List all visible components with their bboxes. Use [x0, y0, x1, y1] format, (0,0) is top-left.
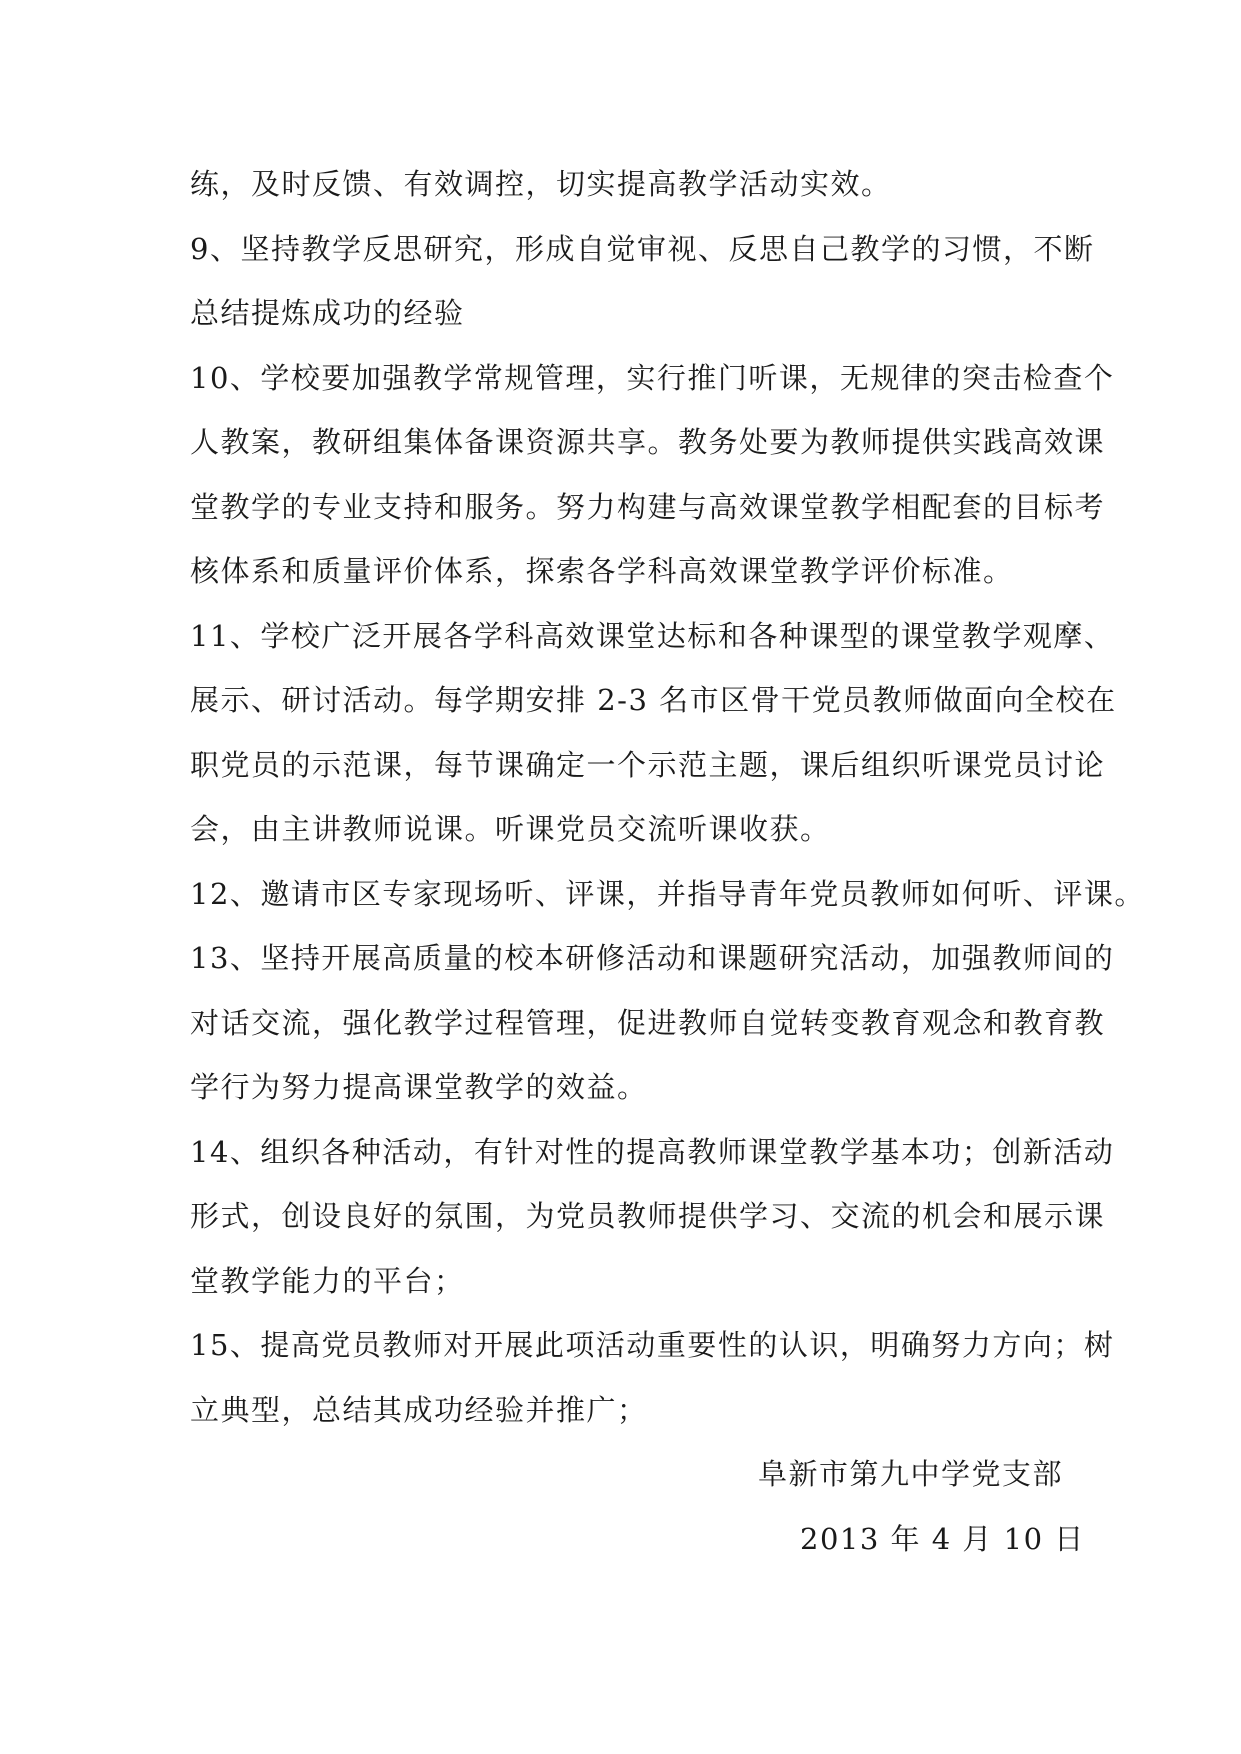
text-line: 人教案，教研组集体备课资源共享。教务处要为教师提供实践高效课 [190, 425, 1106, 459]
text-line: 职党员的示范课，每节课确定一个示范主题，课后组织听课党员讨论 [190, 748, 1106, 782]
text-line: 11、学校广泛开展各学科高效课堂达标和各种课型的课堂教学观摩、 [190, 619, 1115, 653]
text-line: 堂教学的专业支持和服务。努力构建与高效课堂教学相配套的目标考 [190, 490, 1106, 524]
text-line: 9、坚持教学反思研究，形成自觉审视、反思自己教学的习惯，不断 [190, 232, 1095, 266]
text-line: 会，由主讲教师说课。听课党员交流听课收获。 [190, 812, 831, 846]
text-line: 14、组织各种活动，有针对性的提高教师课堂教学基本功；创新活动 [190, 1135, 1115, 1169]
text-line: 展示、研讨活动。每学期安排 2-3 名市区骨干党员教师做面向全校在 [190, 683, 1117, 717]
text-line: 堂教学能力的平台； [190, 1264, 465, 1298]
signature-organization: 阜新市第九中学党支部 [758, 1457, 1064, 1491]
text-line: 13、坚持开展高质量的校本研修活动和课题研究活动，加强教师间的 [190, 941, 1115, 975]
text-line: 练，及时反馈、有效调控，切实提高教学活动实效。 [190, 167, 892, 201]
text-line: 总结提炼成功的经验 [190, 296, 465, 330]
text-line: 学行为努力提高课堂教学的效益。 [190, 1070, 648, 1104]
signature-date: 2013 年 4 月 10 日 [800, 1522, 1085, 1556]
text-line: 10、学校要加强教学常规管理，实行推门听课，无规律的突击检查个 [190, 361, 1115, 395]
text-line: 立典型，总结其成功经验并推广； [190, 1393, 648, 1427]
text-line: 15、提高党员教师对开展此项活动重要性的认识，明确努力方向；树 [190, 1328, 1115, 1362]
text-line: 核体系和质量评价体系，探索各学科高效课堂教学评价标准。 [190, 554, 1014, 588]
text-line: 形式，创设良好的氛围，为党员教师提供学习、交流的机会和展示课 [190, 1199, 1106, 1233]
text-line: 12、邀请市区专家现场听、评课，并指导青年党员教师如何听、评课。 [190, 877, 1145, 911]
text-line: 对话交流，强化教学过程管理，促进教师自觉转变教育观念和教育教 [190, 1006, 1106, 1040]
